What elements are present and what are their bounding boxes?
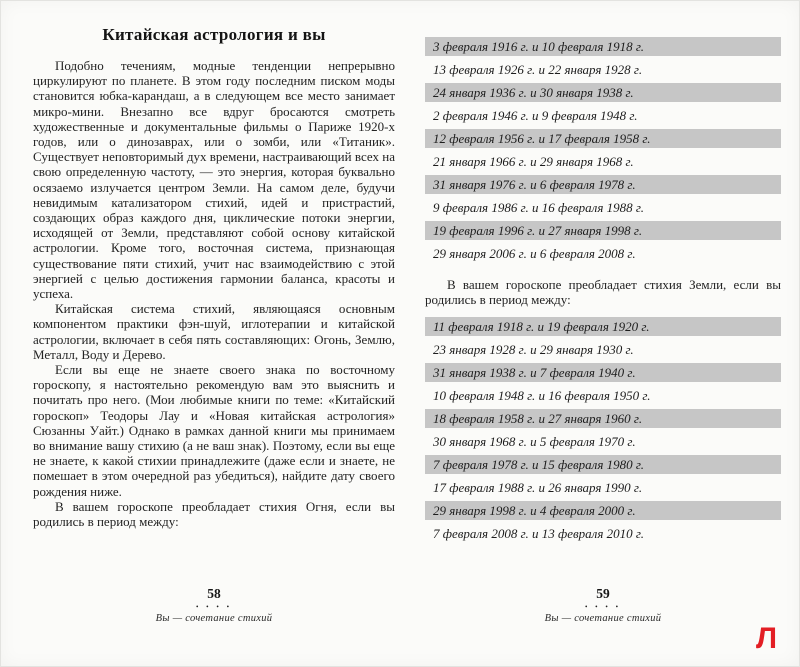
- page-title: Китайская астрология и вы: [102, 25, 326, 44]
- date-range-row: 3 февраля 1916 г. и 10 февраля 1918 г.: [425, 37, 781, 56]
- earth-dates-list: [425, 317, 781, 543]
- date-range-row: 11 февраля 1918 г. и 19 февраля 1920 г.: [425, 317, 781, 336]
- date-range-row: 29 января 2006 г. и 6 февраля 2008 г.: [433, 246, 636, 261]
- page-number-left: 58: [207, 586, 221, 601]
- date-range-row: 7 февраля 1978 г. и 15 февраля 1980 г.: [425, 455, 781, 474]
- earth-intro-paragraph: В вашем гороскопе преобладает стихия Земли, если вы родились в период между:: [425, 277, 781, 308]
- page-right: [425, 1, 781, 666]
- footer-caption-right: Вы — сочетание стихий: [544, 613, 662, 624]
- date-range-row: 29 января 1998 г. и 4 февраля 2000 г.: [425, 501, 781, 520]
- labirint-logo: Л: [755, 622, 777, 655]
- date-range-row: 13 февраля 1926 г. и 22 января 1928 г.: [433, 62, 643, 77]
- body-paragraph: В вашем гороскопе преобладает стихия Огня, если вы родились в период между:: [33, 498, 395, 530]
- date-range-row: 7 февраля 2008 г. и 13 февраля 2010 г.: [433, 526, 645, 542]
- left-body-text: [33, 58, 395, 529]
- date-range-row: 2 февраля 1946 г. и 9 февраля 1948 г.: [433, 108, 638, 123]
- date-range-row: 9 февраля 1986 г. и 16 февраля 1988 г.: [433, 200, 645, 215]
- page-number-right: 59: [596, 586, 610, 601]
- date-range-row: 23 января 1928 г. и 29 января 1930 г.: [433, 342, 634, 358]
- date-range-row: 12 февраля 1956 г. и 17 февраля 1958 г.: [425, 129, 781, 148]
- left-page-footer: [33, 586, 395, 624]
- date-range-row: 24 января 1936 г. и 30 января 1938 г.: [425, 83, 781, 102]
- date-range-row: 18 февраля 1958 г. и 27 января 1960 г.: [425, 409, 781, 428]
- fire-dates-list: [425, 37, 781, 263]
- date-range-row: 19 февраля 1996 г. и 27 января 1998 г.: [425, 221, 781, 240]
- body-paragraph: Китайская система стихий, являющаяся основным компонентом практики фэн-шуй, иглотерапии и китайской астрологии, включает в себя пять составляющих: Огонь, Землю, Металл, Воду и Дерево.: [33, 301, 395, 362]
- right-page-footer: [425, 586, 781, 624]
- body-paragraph: Подобно течениям, модные тенденции непрерывно циркулируют по планете. В этом году последним писком моды становится юбка-карандаш, а в следующем все место занимает микро-мини. Внезапно все вдруг бросаются смотреть художественные и документальные фильмы о Париже 1920-х годов, или о динозаврах, или о зомби, или «Титаник». Существует неповторимый дух времени, настраивающий всех на свою определенную частоту, — это энергия, которая буквально осязаемо излучается центром Земли. На самом деле, будучи невидимым катализатором стихий, идей и пристрастий, создающих образ каждого дня, циклические потоки энергии, исходящей от Земли, представляют собой основу китайской астрологии. Кроме того, восточная система, признающая существование пяти стихий, учит нас взаимодействию с этой энергией с целью достижения гармонии баланса, красоты и успеха.: [33, 58, 395, 302]
- date-range-row: 30 января 1968 г. и 5 февраля 1970 г.: [433, 434, 636, 450]
- footer-dots-left: • • • •: [195, 603, 233, 611]
- footer-dots-right: • • • •: [584, 603, 622, 611]
- date-range-row: 17 февраля 1988 г. и 26 января 1990 г.: [433, 480, 643, 496]
- date-range-row: 31 января 1976 г. и 6 февраля 1978 г.: [425, 175, 781, 194]
- body-paragraph: Если вы еще не знаете своего знака по восточному гороскопу, я настоятельно рекомендую вам это выяснить и почитать про него. (Мои любимые книги по теме: «Китайский гороскоп» Теодоры Лау и «Новая китайская астрология» Сюзанны Уайт.) Однако в рамках данной книги мы принимаем во внимание вашу стихию (а не ваш знак). Поэтому, если вы еще не знаете, к какой стихии принадлежите (даже если и знаете, не помешает в этом очередной раз убедиться), найдите дату своего рождения ниже.: [33, 362, 395, 499]
- date-range-row: 10 февраля 1948 г. и 16 февраля 1950 г.: [433, 388, 651, 404]
- date-range-row: 31 января 1938 г. и 7 февраля 1940 г.: [425, 363, 781, 382]
- date-range-row: 21 января 1966 г. и 29 января 1968 г.: [433, 154, 634, 169]
- page-left: [33, 1, 395, 666]
- footer-caption-left: Вы — сочетание стихий: [155, 613, 273, 624]
